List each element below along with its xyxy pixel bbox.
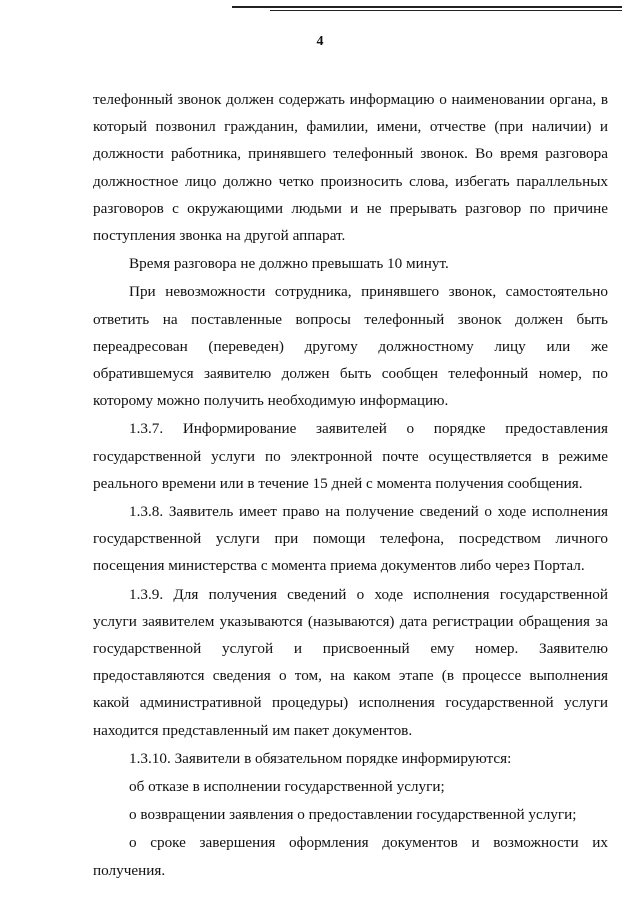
paragraph: Время разговора не должно превышать 10 минут. bbox=[129, 255, 449, 273]
paragraph: При невозможности сотрудника, принявшего звонок, самостоятельно ответить на поставленные вопросы телефонный звонок должен быть переадресован (переведен) другому должностному лицу или же обратившемуся заявителю должен быть сообщен телефонный номер, по которому можно получить необходимую информацию. bbox=[93, 283, 608, 410]
paragraph: о сроке завершения оформления документов и возможности их получения. bbox=[93, 834, 608, 879]
paragraph: 1.3.10. Заявители в обязательном порядке информируются: bbox=[129, 749, 512, 767]
document-body bbox=[93, 86, 608, 884]
paragraph: 1.3.9. Для получения сведений о ходе исполнения государственной услуги заявителем указываются (называются) дата регистрации обращения за государственной услугой и присвоенный ему номер. Заявителю предоставляются сведения о том, на каком этапе (в процессе выполнения какой административной процедуры) исполнения государственной услуги находится представленный им пакет документов. bbox=[93, 585, 608, 739]
paragraph: 1.3.7. Информирование заявителей о порядке предоставления государственной услуги по электронной почте осуществляется в режиме реального времени или в течение 15 дней с момента получения сообщения. bbox=[93, 420, 608, 492]
paragraph: о возвращении заявления о предоставлении государственной услуги; bbox=[129, 806, 577, 824]
page-number: 4 bbox=[316, 34, 324, 49]
paragraph: 1.3.8. Заявитель имеет право на получение сведений о ходе исполнения государственной услуги при помощи телефона, посредством личного посещения министерства с момента приема документов либо через Портал. bbox=[93, 503, 608, 575]
header-rule-thin bbox=[270, 10, 622, 11]
paragraph: телефонный звонок должен содержать информацию о наименовании органа, в который позвонил гражданин, фамилии, имени, отчестве (при наличии) и должности работника, принявшего телефонный звонок. Во время разговора должностное лицо должно четко произносить слова, избегать параллельных разговоров с окружающими людьми и не прерывать разговор по причине поступления звонка на другой аппарат. bbox=[93, 91, 608, 245]
header-rule bbox=[232, 6, 622, 8]
paragraph: об отказе в исполнении государственной услуги; bbox=[129, 778, 445, 796]
